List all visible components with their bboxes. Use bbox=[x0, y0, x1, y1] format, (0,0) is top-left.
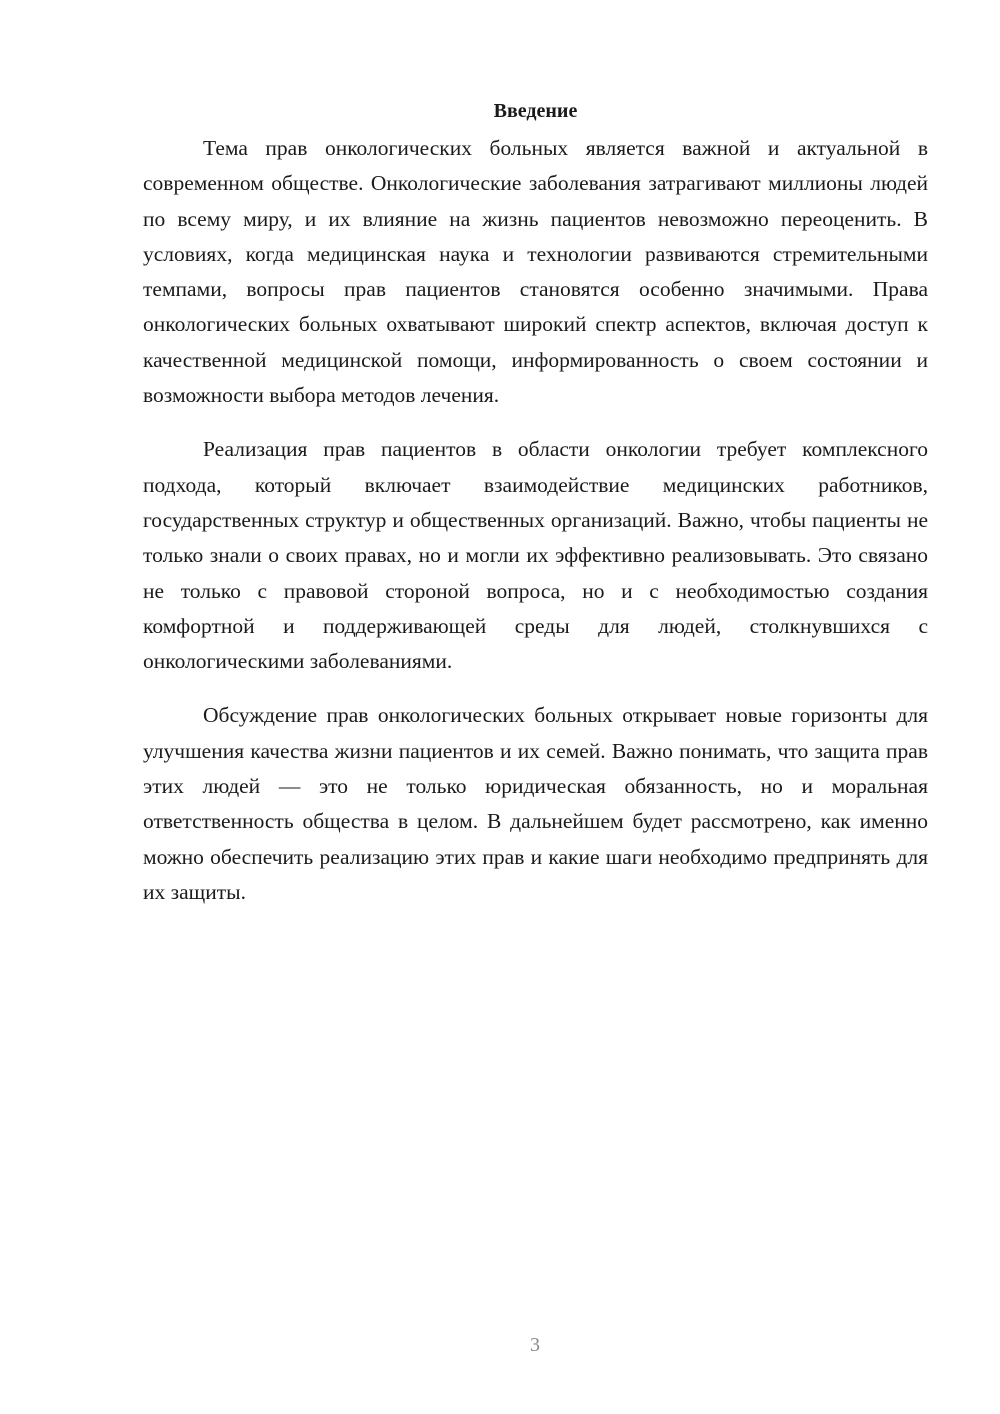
page-content bbox=[143, 97, 928, 910]
paragraph-1: Тема прав онкологических больных является важной и актуальной в современном обществе. Онкологические заболевания затрагивают миллионы людей по всему миру, и их влияние на жизнь пациентов невозможно переоценить. В условиях, когда медицинская наука и технологии развиваются стремительными темпами, вопросы прав пациентов становятся особенно значимыми. Права онкологических больных охватывают широкий спектр аспектов, включая доступ к качественной медицинской помощи, информированность о своем состоянии и возможности выбора методов лечения. bbox=[143, 136, 928, 408]
page-number: 3 bbox=[530, 1334, 540, 1356]
paragraph-3: Обсуждение прав онкологических больных открывает новые горизонты для улучшения качества жизни пациентов и их семей. Важно понимать, что защита прав этих людей — это не только юридическая обязанность, но и моральная ответственность общества в целом. В дальнейшем будет рассмотрено, как именно можно обеспечить реализацию этих прав и какие шаги необходимо предпринять для их защиты. bbox=[143, 703, 928, 904]
section-heading: Введение bbox=[493, 100, 578, 122]
paragraph-2: Реализация прав пациентов в области онкологии требует комплексного подхода, который включает взаимодействие медицинских работников, государственных структур и общественных организаций. Важно, чтобы пациенты не только знали о своих правах, но и могли их эффективно реализовывать. Это связано не только с правовой стороной вопроса, но и с необходимостью создания комфортной и поддерживающей среды для людей, столкнувшихся с онкологическими заболеваниями. bbox=[143, 437, 928, 674]
